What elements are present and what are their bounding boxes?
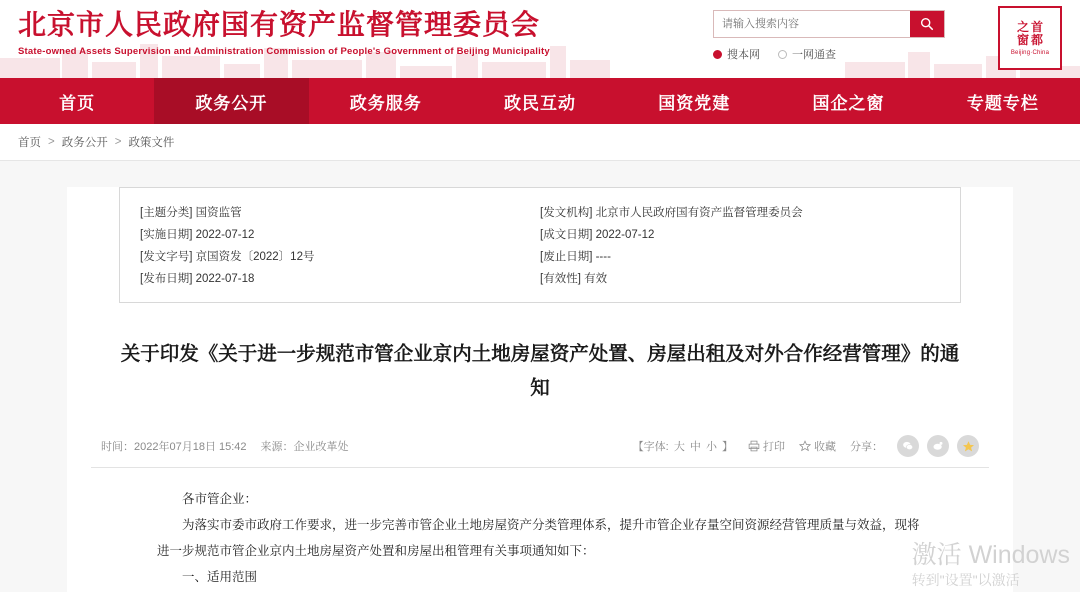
meta-value-completion-date: 2022-07-12 <box>595 229 655 241</box>
source-value: 企业改革处 <box>293 441 349 453</box>
breadcrumb-item-government-affairs[interactable]: 政务公开 <box>61 137 108 149</box>
search-icon <box>920 17 934 31</box>
meta-key-issuing-agency: [发文机构] <box>540 207 593 219</box>
search-area <box>713 10 945 62</box>
site-subtitle: State-owned Assets Supervision and Administration Commission of People's Government of Beijing Municipality <box>18 46 550 57</box>
breadcrumb-separator-1: > <box>48 136 55 148</box>
document-metadata <box>119 187 961 303</box>
meta-key-validity: [有效性] <box>540 273 581 285</box>
meta-key-effective-date: [实施日期] <box>140 229 193 241</box>
nav-item-public-interaction[interactable]: 政民互动 <box>503 93 576 114</box>
breadcrumb <box>0 124 1080 161</box>
font-size-label: 【字体: <box>632 441 669 453</box>
body-paragraph-2: 为落实市委市政府工作要求，进一步完善市管企业土地房屋资产分类管理体系，提升市管企业存量空间资源经营管理质量与效益，现将进一步规范市管企业京内土地房屋资产处置和房屋出租管理有关事项通知如下： <box>157 517 920 558</box>
meta-value-subject-category: 国资监管 <box>195 207 242 219</box>
meta-value-issuing-agency: 北京市人民政府国有资产监督管理委员会 <box>595 207 803 219</box>
meta-value-abolish-date: ---- <box>595 251 611 263</box>
meta-value-publish-date: 2022-07-18 <box>195 273 255 285</box>
favorite-label: 收藏 <box>814 441 836 453</box>
document-title: 关于印发《关于进一步规范市管企业京内土地房屋资产处置、房屋出租及对外合作经营管理》的通知 <box>120 342 960 399</box>
radio-checked-icon <box>713 50 722 59</box>
meta-value-validity: 有效 <box>584 273 608 285</box>
favorite-button[interactable] <box>799 438 836 454</box>
time-label: 时间： <box>101 441 134 453</box>
meta-row <box>140 202 540 224</box>
search-scope-local-label: 搜本网 <box>727 49 760 61</box>
print-label: 打印 <box>763 441 785 453</box>
emblem-char-1: 之 <box>1016 19 1029 34</box>
document-toolbar <box>91 427 989 468</box>
time-value: 2022年07月18日 15:42 <box>134 441 247 453</box>
weibo-icon <box>932 440 944 452</box>
meta-row <box>140 224 540 246</box>
share-favorite-icon[interactable] <box>957 435 979 457</box>
site-branding[interactable] <box>18 8 550 57</box>
meta-key-publish-date: [发布日期] <box>140 273 193 285</box>
font-size-medium[interactable]: 中 <box>689 441 701 453</box>
meta-row <box>540 202 940 224</box>
search-input[interactable] <box>714 11 910 37</box>
meta-key-completion-date: [成文日期] <box>540 229 593 241</box>
body-paragraph-3: 一、适用范围 <box>182 569 258 584</box>
document-actions <box>632 435 979 457</box>
meta-row <box>540 268 940 290</box>
meta-row <box>540 224 940 246</box>
nav-item-home[interactable]: 首页 <box>59 93 96 114</box>
watermark-line-1: 激活 Windows <box>911 541 1070 569</box>
content-area <box>0 161 1080 592</box>
font-size-large[interactable]: 大 <box>673 441 685 453</box>
document-card <box>67 187 1013 592</box>
meta-value-document-number: 京国资发〔2022〕12号 <box>195 251 315 263</box>
nav-item-special-columns[interactable]: 专题专栏 <box>966 93 1039 114</box>
nav-item-government-services[interactable]: 政务服务 <box>349 93 422 114</box>
printer-icon <box>748 440 760 452</box>
breadcrumb-item-home[interactable]: 首页 <box>18 137 41 149</box>
site-header <box>0 0 1080 78</box>
meta-row <box>140 246 540 268</box>
star-filled-icon <box>962 440 975 453</box>
share-wechat-icon[interactable] <box>897 435 919 457</box>
document-info <box>101 438 349 454</box>
print-button[interactable] <box>748 438 785 454</box>
meta-key-abolish-date: [废止日期] <box>540 251 593 263</box>
source-label: 来源： <box>260 441 294 453</box>
metadata-column-right <box>540 202 940 290</box>
body-paragraph-1: 各市管企业： <box>182 491 258 506</box>
share-buttons <box>897 435 979 457</box>
site-title: 北京市人民政府国有资产监督管理委员会 <box>18 8 541 41</box>
meta-key-document-number: [发文字号] <box>140 251 193 263</box>
meta-row <box>140 268 540 290</box>
search-scope-network[interactable] <box>778 46 836 62</box>
nav-item-enterprise-window[interactable]: 国企之窗 <box>812 93 885 114</box>
radio-unchecked-icon <box>778 50 787 59</box>
document-time <box>101 438 247 454</box>
breadcrumb-item-policy-documents[interactable]: 政策文件 <box>128 137 175 149</box>
emblem-characters <box>1017 21 1043 47</box>
document-body <box>157 486 923 590</box>
nav-item-government-affairs[interactable]: 政务公开 <box>154 78 308 124</box>
breadcrumb-separator-2: > <box>114 136 122 148</box>
share-label: 分享： <box>850 441 883 453</box>
star-icon <box>799 440 811 452</box>
wechat-icon <box>902 440 914 452</box>
font-size-control[interactable] <box>632 438 734 454</box>
search-scope-network-label: 一网通查 <box>792 49 836 61</box>
search-scope-local[interactable] <box>713 46 760 62</box>
search-box[interactable] <box>713 10 945 38</box>
emblem-english-label: Beijing·China <box>1010 49 1050 56</box>
font-size-close-bracket: 】 <box>722 441 733 453</box>
metadata-column-left <box>140 202 540 290</box>
beijing-emblem[interactable] <box>998 6 1062 70</box>
meta-row <box>540 246 940 268</box>
search-scope-options <box>713 46 945 62</box>
font-size-small[interactable]: 小 <box>705 441 717 453</box>
nav-item-party-building[interactable]: 国资党建 <box>658 93 731 114</box>
search-button[interactable] <box>910 11 944 37</box>
emblem-char-3: 窗 <box>1016 32 1029 47</box>
emblem-char-2: 首 <box>1031 19 1044 34</box>
share-weibo-icon[interactable] <box>927 435 949 457</box>
meta-value-effective-date: 2022-07-12 <box>195 229 255 241</box>
meta-key-subject-category: [主题分类] <box>140 207 193 219</box>
document-source <box>261 438 349 454</box>
watermark-line-2: 转到"设置"以激活 <box>911 572 1020 588</box>
main-navigation <box>0 78 1080 124</box>
emblem-char-4: 都 <box>1031 32 1044 47</box>
